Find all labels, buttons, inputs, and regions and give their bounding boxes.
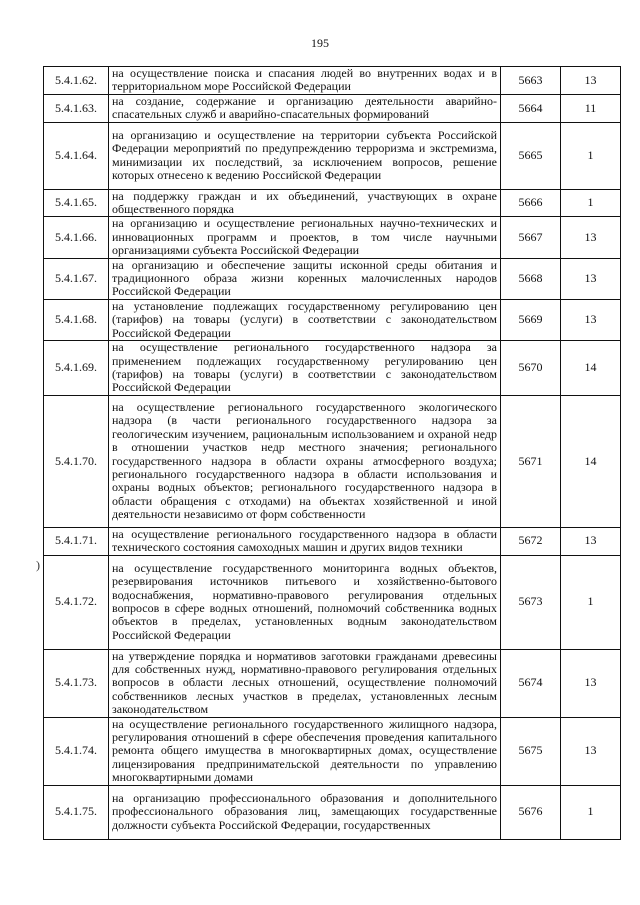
row-text: на осуществление государственного мониторинга водных объектов, резервирования источников питьевого и хозяйственно-бытового водоснабжения, нормативно-правового регулирования отдельных вопросов в сфере водных отношений, полномочий собственника водных объектов в пределах, установленных водным законодательством Российской Федерации [109,555,501,649]
row-code: 5.4.1.66. [44,217,109,258]
row-text: на осуществление регионального государственного экологического надзора (в части регионального государственного надзора за геологическим изучением, рациональным использованием и охраной недр в отношении участков недр местного значения; регионального государственного надзора в области охраны атмосферного воздуха; регионального государственного надзора в области использования и охраны водных объектов; регионального государственного надзора в области обращения с отходами) на объектах хозяйственной и иной деятельности независимо от форм собственности [109,395,501,527]
row-text: на организацию и осуществление региональных научно-технических и инновационных программ и проектов, в том числе научными организациями субъекта Российской Федерации [109,217,501,258]
row-value: 1 [561,122,621,189]
row-code: 5.4.1.62. [44,67,109,95]
row-number: 5665 [501,122,561,189]
table-row [44,122,621,189]
document-table [43,66,621,840]
row-code: 5.4.1.65. [44,189,109,217]
table-row [44,299,621,340]
row-value: 11 [561,94,621,122]
table-row [44,94,621,122]
row-text: на утверждение порядка и нормативов заготовки гражданами древесины для собственных нужд, нормативно-правового регулирования отдельных вопросов в области лесных отношений, осуществление полномочий собственников лесных участков в пределах, установленных лесным законодательством [109,649,501,717]
row-text: на поддержку граждан и их объединений, участвующих в охране общественного порядка [109,189,501,217]
row-text: на осуществление регионального государственного надзора за применением подлежащих государственному регулированию цен (тарифов) на товары (услуги) в соответствии с законодательством Российской Федерации [109,341,501,396]
row-number: 5663 [501,67,561,95]
row-value: 1 [561,555,621,649]
row-code: 5.4.1.72. [44,555,109,649]
row-value: 13 [561,649,621,717]
row-value: 14 [561,341,621,396]
row-number: 5674 [501,649,561,717]
row-value: 13 [561,299,621,340]
row-text: на организацию и осуществление на территории субъекта Российской Федерации мероприятий по предупреждению терроризма и экстремизма, минимизации их последствий, за исключением вопросов, решение которых отнесено к ведению Российской Федерации [109,122,501,189]
row-text: на организацию профессионального образования и дополнительного профессионального образования лиц, замещающих государственные должности субъекта Российской Федерации, государственных [109,785,501,839]
row-number: 5667 [501,217,561,258]
row-number: 5664 [501,94,561,122]
row-text: на создание, содержание и организацию деятельности аварийно-спасательных служб и аварийно-спасательных формирований [109,94,501,122]
row-value: 13 [561,258,621,299]
row-number: 5666 [501,189,561,217]
row-text: на осуществление поиска и спасания людей во внутренних водах и в территориальном море Российской Федерации [109,67,501,95]
row-number: 5670 [501,341,561,396]
table-row [44,785,621,839]
row-text: на установление подлежащих государственному регулированию цен (тарифов) на товары (услуги) в соответствии с законодательством Российской Федерации [109,299,501,340]
row-code: 5.4.1.75. [44,785,109,839]
row-value: 13 [561,717,621,785]
row-number: 5673 [501,555,561,649]
row-value: 13 [561,527,621,555]
table-row [44,527,621,555]
row-text: на осуществление регионального государственного жилищного надзора, регулирования отношений в сфере обеспечения проведения капитального ремонта общего имущества в многоквартирных домах, осуществление лицензирования предпринимательской деятельности по управлению многоквартирными домами [109,717,501,785]
table-row [44,395,621,527]
row-value: 13 [561,217,621,258]
table-row [44,555,621,649]
row-number: 5671 [501,395,561,527]
row-number: 5669 [501,299,561,340]
row-text: на осуществление регионального государственного надзора в области технического состояния самоходных машин и других видов техники [109,527,501,555]
table-row [44,189,621,217]
table-row [44,67,621,95]
row-value: 13 [561,67,621,95]
row-number: 5675 [501,717,561,785]
table-row [44,258,621,299]
row-code: 5.4.1.74. [44,717,109,785]
table-row [44,717,621,785]
row-number: 5676 [501,785,561,839]
row-code: 5.4.1.69. [44,341,109,396]
table-row [44,217,621,258]
row-value: 1 [561,785,621,839]
table-row [44,649,621,717]
row-code: 5.4.1.68. [44,299,109,340]
row-code: 5.4.1.70. [44,395,109,527]
row-number: 5672 [501,527,561,555]
row-text: на организацию и обеспечение защиты исконной среды обитания и традиционного образа жизни коренных малочисленных народов Российской Федерации [109,258,501,299]
row-number: 5668 [501,258,561,299]
table-row [44,341,621,396]
table-body [44,67,621,840]
row-code: 5.4.1.67. [44,258,109,299]
row-value: 1 [561,189,621,217]
row-code: 5.4.1.63. [44,94,109,122]
margin-mark: ) [36,558,40,572]
row-code: 5.4.1.64. [44,122,109,189]
page-number: 195 [311,36,329,50]
row-code: 5.4.1.73. [44,649,109,717]
row-code: 5.4.1.71. [44,527,109,555]
row-value: 14 [561,395,621,527]
